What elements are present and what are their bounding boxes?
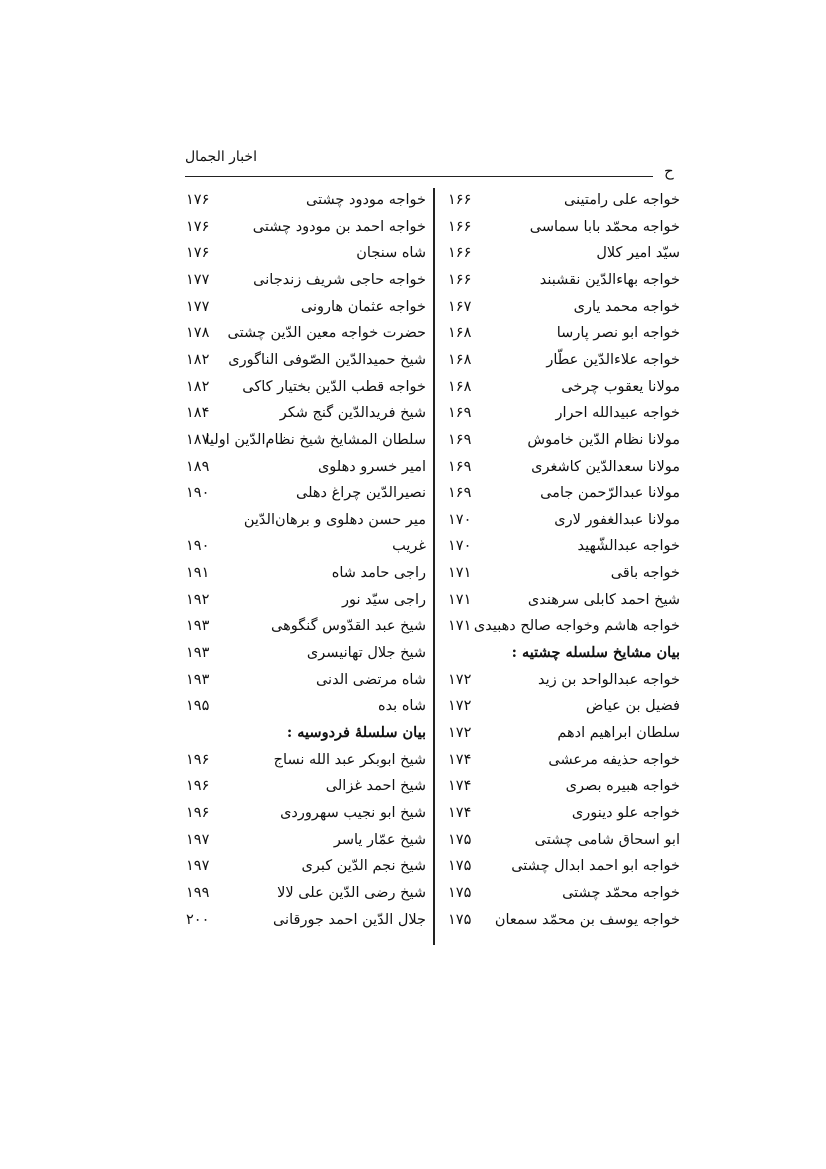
column-divider: [433, 188, 435, 945]
entry-page-number: ۱۸۹: [186, 458, 210, 475]
toc-entry: [440, 507, 680, 534]
entry-page-number: ۱۹۵: [186, 698, 210, 715]
toc-entry: [440, 747, 680, 774]
entry-name: خواجه علاءالدّین عطّار: [546, 351, 680, 368]
toc-entry: [440, 374, 680, 401]
toc-entry: [440, 773, 680, 800]
entry-name: خواجه عبدالشّهید: [577, 538, 680, 555]
entry-name: خواجه احمد بن مودود چشتی: [252, 218, 426, 235]
entry-name: خواجه حاجی شریف زندجانی: [253, 271, 426, 288]
entry-page-number: ۱۷۱: [448, 565, 472, 582]
toc-entry: [440, 320, 680, 347]
toc-entry: [440, 400, 680, 427]
entry-page-number: ۱۸۲: [186, 351, 210, 368]
toc-entry: [440, 720, 680, 747]
entry-name: خواجه محمد یاری: [573, 298, 680, 315]
entry-name: سلطان المشایخ شیخ نظام‌الدّین اولیا: [205, 431, 426, 448]
entry-page-number: ۱۷۰: [448, 538, 472, 555]
toc-entry: [186, 773, 426, 800]
entry-page-number: ۱۶۸: [448, 325, 472, 342]
entry-name: مولانا یعقوب چرخی: [561, 378, 680, 395]
entry-name: شیخ نجم الدّین کبری: [301, 858, 426, 875]
entry-name: شیخ جلال تهانیسری: [306, 645, 426, 662]
entry-page-number: ۱۹۳: [186, 645, 210, 662]
entry-page-number: ۱۷۰: [448, 511, 472, 528]
toc-entry: [440, 560, 680, 587]
entry-name: خواجه بهاءالدّین نقشبند: [539, 271, 680, 288]
page-number: ح: [664, 162, 674, 180]
entry-page-number: ۱۶۹: [448, 431, 472, 448]
entry-name: شاه سنجان: [356, 245, 426, 262]
entry-page-number: ۱۶۹: [448, 405, 472, 422]
toc-entry: [440, 240, 680, 267]
toc-entry: [440, 267, 680, 294]
toc-entry: [440, 693, 680, 720]
entry-name: خواجه هبیره بصری: [565, 778, 680, 795]
entry-name: میر حسن دهلوی و برهان‌الدّین: [243, 511, 426, 528]
toc-entry: [186, 294, 426, 321]
entry-page-number: ۱۶۹: [448, 485, 472, 502]
entry-page-number: ۱۹۷: [186, 831, 210, 848]
entry-name: سیّد امیر کلال: [596, 245, 680, 262]
entry-page-number: ۱۸۴: [186, 405, 210, 422]
entry-name: شیخ احمد غزالی: [325, 778, 426, 795]
entry-page-number: ۱۷۴: [448, 778, 472, 795]
toc-entry: [186, 507, 426, 534]
entry-name: نصیرالدّین چراغ دهلی: [296, 485, 426, 502]
toc-entry: [186, 880, 426, 907]
toc-entry: [186, 427, 426, 454]
entry-page-number: ۱۷۸: [186, 325, 210, 342]
toc-entry: [186, 640, 426, 667]
entry-page-number: ۱۸۷: [186, 431, 210, 448]
entry-page-number: ۱۶۹: [448, 458, 472, 475]
entry-name: حضرت خواجه معین الدّین چشتی: [227, 325, 426, 342]
entry-name: جلال الدّین احمد جورقانی: [272, 911, 426, 928]
entry-name: ابو اسحاق شامی چشتی: [534, 831, 680, 848]
entry-name: خواجه عثمان هارونی: [300, 298, 426, 315]
toc-entry: [186, 400, 426, 427]
entry-name: شاه بده: [377, 698, 426, 715]
entry-page-number: ۱۷۴: [448, 804, 472, 821]
entry-name: شیخ عبد القدّوس گنگوهی: [271, 618, 426, 635]
entry-page-number: ۱۹۷: [186, 858, 210, 875]
toc-entry: [440, 294, 680, 321]
entry-page-number: ۱۷۵: [448, 831, 472, 848]
entry-name: شیخ عمّار یاسر: [333, 831, 426, 848]
toc-entry: [440, 853, 680, 880]
entry-name: مولانا عبدالرّحمن جامی: [540, 485, 680, 502]
entry-page-number: ۱۶۶: [448, 271, 472, 288]
toc-entry: [186, 907, 426, 934]
toc-entry: [186, 454, 426, 481]
entry-name: مولانا نظام الدّین خاموش: [527, 431, 680, 448]
entry-name: سلطان ابراهیم ادهم: [557, 725, 680, 741]
toc-entry: [186, 347, 426, 374]
entry-name: خواجه هاشم وخواجه صالح دهبیدی: [473, 618, 680, 635]
entry-page-number: ۱۹۰: [186, 485, 210, 502]
entry-page-number: ۱۹۳: [186, 618, 210, 635]
entry-page-number: ۱۷۵: [448, 884, 472, 901]
toc-entry: [186, 560, 426, 587]
toc-entry: [186, 613, 426, 640]
entry-name: شاه مرتضی الدنی: [315, 671, 426, 688]
entry-page-number: ۱۷۵: [448, 911, 472, 928]
toc-entry: [186, 320, 426, 347]
entry-name: امیر خسرو دهلوی: [317, 458, 426, 475]
entry-page-number: ۱۸۲: [186, 378, 210, 395]
entry-page-number: ۱۷۷: [186, 298, 210, 315]
toc-entry: [440, 533, 680, 560]
entry-page-number: ۱۹۹: [186, 884, 210, 901]
entry-page-number: ۱۶۷: [448, 298, 472, 315]
entry-name: شیخ ابو نجیب سهروردی: [280, 804, 426, 821]
entry-name: شیخ احمد کابلی سرهندی: [527, 591, 680, 608]
entry-page-number: ۱۹۰: [186, 538, 210, 555]
toc-entry: [186, 667, 426, 694]
entry-page-number: ۱۷۱: [448, 591, 472, 608]
entry-name: شیخ رضی الدّین علی لالا: [277, 884, 426, 901]
entry-page-number: ۱۷۲: [448, 671, 472, 688]
header-rule: [185, 176, 653, 177]
entry-name: خواجه عبیدالله احرار: [555, 405, 680, 422]
toc-entry: [186, 187, 426, 214]
entry-name: خواجه ابو نصر پارسا: [556, 325, 680, 342]
entry-name: شیخ ابوبکر عبد الله نساج: [273, 751, 426, 768]
entry-page-number: ۱۷۶: [186, 192, 210, 208]
toc-entry: [440, 800, 680, 827]
entry-name: خواجه حذیفه مرعشی: [548, 751, 680, 768]
entry-page-number: ۱۷۲: [448, 725, 472, 741]
entry-name: راجی سیّد نور: [342, 591, 426, 608]
toc-entry: [186, 214, 426, 241]
toc-entry: [440, 214, 680, 241]
entry-name: خواجه باقی: [610, 565, 680, 582]
entry-page-number: ۲۰۰: [186, 911, 210, 928]
toc-entry: [440, 427, 680, 454]
toc-entry: [440, 827, 680, 854]
toc-entry: [440, 347, 680, 374]
toc-entry: [186, 587, 426, 614]
toc-entry: [440, 907, 680, 934]
toc-entry: [440, 480, 680, 507]
entry-page-number: ۱۶۸: [448, 351, 472, 368]
section-heading: [186, 720, 426, 747]
toc-entry: [440, 880, 680, 907]
toc-entry: [186, 374, 426, 401]
entry-page-number: ۱۹۶: [186, 778, 210, 795]
toc-entry: [186, 827, 426, 854]
entry-name: خواجه علو دینوری: [571, 804, 680, 821]
entry-name: خواجه ابو احمد ابدال چشتی: [511, 858, 680, 875]
entry-page-number: ۱۶۶: [448, 192, 472, 208]
entry-page-number: ۱۹۲: [186, 591, 210, 608]
entry-name: خواجه عبدالواحد بن زید: [538, 671, 680, 688]
toc-entry: [440, 587, 680, 614]
entry-page-number: ۱۷۶: [186, 245, 210, 262]
entry-page-number: ۱۷۴: [448, 751, 472, 768]
entry-name: شیخ حمیدالدّین الصّوفی الناگوری: [228, 351, 426, 368]
toc-entry: [186, 267, 426, 294]
entry-name: بیان سلسلهٔ فردوسیه :: [286, 724, 426, 741]
entry-name: مولانا سعدالدّین کاشغری: [531, 458, 680, 475]
entry-name: مولانا عبدالغفور لاری: [554, 511, 680, 528]
entry-page-number: ۱۷۷: [186, 271, 210, 288]
entry-page-number: ۱۹۶: [186, 804, 210, 821]
entry-name: شیخ فریدالدّین گنج شکر: [279, 405, 426, 422]
toc-entry: [186, 853, 426, 880]
toc-entry: [440, 613, 680, 640]
running-title: اخبار الجمال: [185, 149, 257, 165]
entry-page-number: ۱۶۸: [448, 378, 472, 395]
toc-entry: [440, 667, 680, 694]
toc-entry: [186, 480, 426, 507]
entry-name: خواجه مودود چشتی: [306, 192, 426, 208]
entry-name: فضیل بن عیاض: [585, 698, 680, 715]
toc-entry: [186, 533, 426, 560]
entry-name: بیان مشایخ سلسله چشتیه :: [511, 644, 680, 662]
toc-entry: [186, 747, 426, 774]
entry-name: خواجه علی رامتینی: [564, 192, 680, 208]
section-heading: [440, 640, 680, 667]
entry-page-number: ۱۹۳: [186, 671, 210, 688]
toc-entry: [186, 240, 426, 267]
entry-name: خواجه محمّد چشتی: [562, 884, 680, 901]
entry-page-number: ۱۷۶: [186, 218, 210, 235]
entry-name: غریب: [392, 538, 426, 555]
entry-page-number: ۱۷۱: [448, 618, 472, 635]
entry-name: راجی حامد شاه: [331, 565, 426, 582]
entry-page-number: ۱۹۱: [186, 565, 210, 582]
entry-page-number: ۱۷۵: [448, 858, 472, 875]
entry-page-number: ۱۷۲: [448, 698, 472, 715]
entry-name: خواجه محمّد بابا سماسی: [529, 218, 680, 235]
entry-name: خواجه قطب الدّین بختیار کاکی: [242, 378, 426, 395]
toc-entry: [186, 693, 426, 720]
toc-entry: [186, 800, 426, 827]
toc-entry: [440, 187, 680, 214]
entry-page-number: ۱۶۶: [448, 245, 472, 262]
toc-entry: [440, 454, 680, 481]
entry-page-number: ۱۹۶: [186, 751, 210, 768]
entry-name: خواجه یوسف بن محمّد سمعان: [494, 911, 680, 928]
entry-page-number: ۱۶۶: [448, 218, 472, 235]
